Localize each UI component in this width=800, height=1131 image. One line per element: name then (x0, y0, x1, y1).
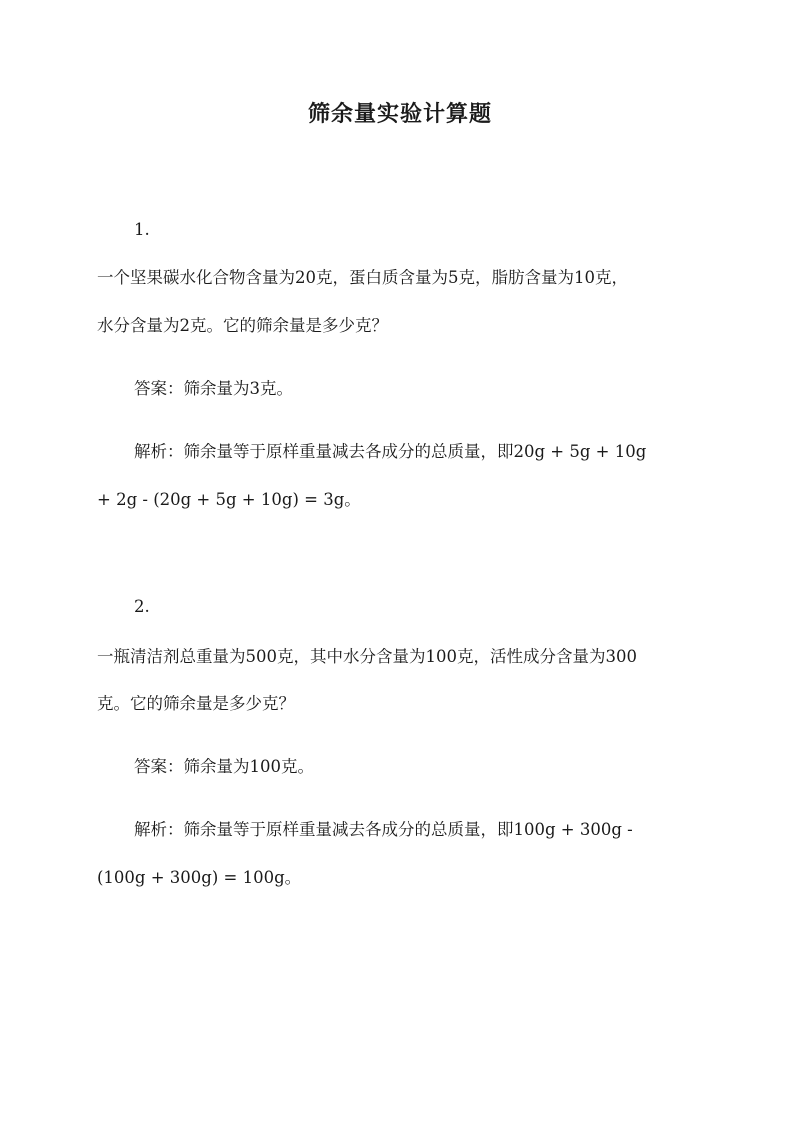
question-2-number: 2. (134, 597, 150, 616)
question-2-analysis-line-1: 解析：筛余量等于原样重量减去各成分的总质量，即100g + 300g - (134, 820, 633, 839)
question-1-text-line-2: 水分含量为2克。它的筛余量是多少克？ (97, 316, 388, 335)
question-2-answer: 答案：筛余量为100克。 (134, 757, 314, 776)
question-1-number: 1. (134, 220, 150, 239)
question-1-analysis-line-1: 解析：筛余量等于原样重量减去各成分的总质量，即20g + 5g + 10g (134, 442, 647, 461)
question-2-text-line-2: 克。它的筛余量是多少克？ (97, 694, 295, 713)
question-1-answer: 答案：筛余量为3克。 (134, 379, 293, 398)
question-1-analysis-line-2: + 2g - (20g + 5g + 10g) = 3g。 (97, 490, 361, 509)
question-2-analysis-line-2: (100g + 300g) = 100g。 (97, 868, 302, 887)
document-title: 筛余量实验计算题 (307, 101, 492, 127)
question-1-text-line-1: 一个坚果碳水化合物含量为20克，蛋白质含量为5克，脂肪含量为10克， (97, 268, 628, 287)
question-2-text-line-1: 一瓶清洁剂总重量为500克，其中水分含量为100克，活性成分含量为300 (97, 647, 637, 666)
